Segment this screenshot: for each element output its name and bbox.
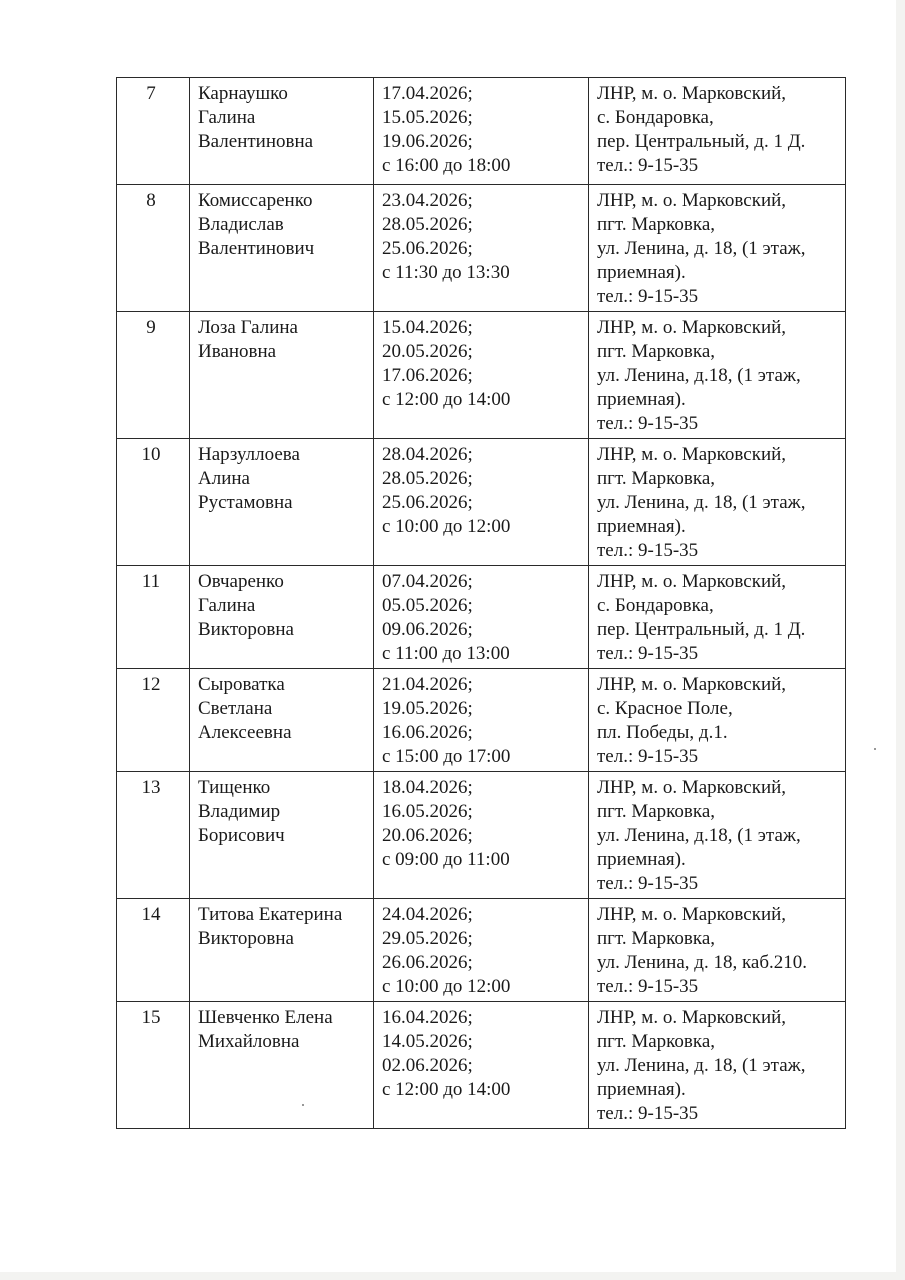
address-line: ЛНР, м. о. Марковский, [597, 904, 787, 925]
table-row [117, 439, 846, 566]
address-line: ЛНР, м. о. Марковский, [597, 674, 787, 695]
address-cell [589, 78, 846, 185]
address-line: ЛНР, м. о. Марковский, [597, 190, 787, 211]
reception-dates-cell [374, 439, 589, 566]
reception-date-line: 28.05.2026; [382, 468, 473, 489]
full-name-cell [190, 1002, 374, 1129]
address-cell [589, 899, 846, 1002]
full-name-cell [190, 772, 374, 899]
address-line: приемная). [597, 389, 686, 410]
reception-date-line: 07.04.2026; [382, 571, 473, 592]
reception-date-line: 20.05.2026; [382, 341, 473, 362]
address-line: ЛНР, м. о. Марковский, [597, 1007, 787, 1028]
reception-dates-cell [374, 312, 589, 439]
reception-date-line: 16.05.2026; [382, 801, 473, 822]
reception-date-line: 15.04.2026; [382, 317, 473, 338]
reception-date-line: 20.06.2026; [382, 825, 473, 846]
reception-date-line: 19.05.2026; [382, 698, 473, 719]
address-line: пгт. Марковка, [597, 214, 716, 235]
address-line: тел.: 9-15-35 [597, 413, 699, 434]
address-cell [589, 772, 846, 899]
reception-date-line: с 11:30 до 13:30 [382, 262, 510, 283]
address-line: тел.: 9-15-35 [597, 643, 699, 664]
address-line: пгт. Марковка, [597, 341, 716, 362]
address-line: ЛНР, м. о. Марковский, [597, 317, 787, 338]
table-row [117, 78, 846, 185]
reception-date-line: 05.05.2026; [382, 595, 473, 616]
reception-date-line: 28.04.2026; [382, 444, 473, 465]
reception-dates-cell [374, 899, 589, 1002]
reception-date-line: 24.04.2026; [382, 904, 473, 925]
address-line: ул. Ленина, д. 18, (1 этаж, [597, 492, 806, 513]
full-name-line: Валентинович [198, 238, 315, 259]
reception-date-line: с 09:00 до 11:00 [382, 849, 510, 870]
reception-date-line: с 11:00 до 13:00 [382, 643, 510, 664]
full-name-line: Комиссаренко [198, 190, 313, 211]
reception-date-line: с 10:00 до 12:00 [382, 516, 511, 537]
full-name-line: Владимир [198, 801, 281, 822]
schedule-body [117, 78, 846, 1129]
address-cell [589, 439, 846, 566]
full-name-cell [190, 669, 374, 772]
address-line: ул. Ленина, д.18, (1 этаж, [597, 365, 801, 386]
address-line: тел.: 9-15-35 [597, 746, 699, 767]
reception-date-line: с 16:00 до 18:00 [382, 155, 511, 176]
reception-date-line: 16.06.2026; [382, 722, 473, 743]
row-number: 12 [117, 669, 190, 772]
address-line: ЛНР, м. о. Марковский, [597, 571, 787, 592]
full-name-line: Викторовна [198, 619, 294, 640]
address-line: ЛНР, м. о. Марковский, [597, 777, 787, 798]
full-name-line: Борисович [198, 825, 285, 846]
address-cell [589, 566, 846, 669]
address-line: пл. Победы, д.1. [597, 722, 728, 743]
reception-date-line: с 12:00 до 14:00 [382, 1079, 511, 1100]
row-number: 8 [117, 185, 190, 312]
table-row [117, 669, 846, 772]
reception-date-line: с 10:00 до 12:00 [382, 976, 511, 997]
row-number: 9 [117, 312, 190, 439]
full-name-line: Шевченко Елена [198, 1007, 333, 1028]
full-name-cell [190, 899, 374, 1002]
full-name-line: Алина [198, 468, 250, 489]
reception-date-line: 09.06.2026; [382, 619, 473, 640]
address-line: ул. Ленина, д. 18, (1 этаж, [597, 1055, 806, 1076]
full-name-cell [190, 439, 374, 566]
full-name-cell [190, 185, 374, 312]
address-line: пгт. Марковка, [597, 801, 716, 822]
reception-date-line: 18.04.2026; [382, 777, 473, 798]
reception-dates-cell [374, 78, 589, 185]
full-name-line: Тищенко [198, 777, 271, 798]
address-line: приемная). [597, 262, 686, 283]
table-row [117, 566, 846, 669]
reception-date-line: с 15:00 до 17:00 [382, 746, 511, 767]
reception-date-line: 02.06.2026; [382, 1055, 473, 1076]
full-name-line: Михайловна [198, 1031, 300, 1052]
row-number: 13 [117, 772, 190, 899]
full-name-line: Титова Екатерина [198, 904, 343, 925]
reception-dates-cell [374, 669, 589, 772]
full-name-line: Галина [198, 107, 256, 128]
reception-date-line: 25.06.2026; [382, 492, 473, 513]
address-cell [589, 185, 846, 312]
address-line: пгт. Марковка, [597, 928, 716, 949]
full-name-line: Викторовна [198, 928, 294, 949]
address-line: тел.: 9-15-35 [597, 976, 699, 997]
reception-dates-cell [374, 566, 589, 669]
reception-date-line: 25.06.2026; [382, 238, 473, 259]
address-line: тел.: 9-15-35 [597, 873, 699, 894]
address-line: пер. Центральный, д. 1 Д. [597, 131, 806, 152]
table-row [117, 312, 846, 439]
address-cell [589, 1002, 846, 1129]
address-line: с. Бондаровка, [597, 107, 714, 128]
row-number: 11 [117, 566, 190, 669]
address-line: приемная). [597, 516, 686, 537]
full-name-line: Нарзуллоева [198, 444, 300, 465]
address-line: с. Бондаровка, [597, 595, 714, 616]
reception-date-line: 23.04.2026; [382, 190, 473, 211]
row-number: 10 [117, 439, 190, 566]
full-name-cell [190, 78, 374, 185]
reception-date-line: 19.06.2026; [382, 131, 473, 152]
reception-date-line: 17.04.2026; [382, 83, 473, 104]
address-line: тел.: 9-15-35 [597, 155, 699, 176]
full-name-line: Светлана [198, 698, 273, 719]
full-name-line: Овчаренко [198, 571, 284, 592]
reception-schedule-table [116, 77, 846, 1129]
reception-date-line: 26.06.2026; [382, 952, 473, 973]
reception-date-line: 16.04.2026; [382, 1007, 473, 1028]
row-number: 15 [117, 1002, 190, 1129]
full-name-line: Валентиновна [198, 131, 314, 152]
full-name-line: Рустамовна [198, 492, 293, 513]
full-name-line: Галина [198, 595, 256, 616]
address-line: пер. Центральный, д. 1 Д. [597, 619, 806, 640]
full-name-line: Сыроватка [198, 674, 285, 695]
address-line: ул. Ленина, д. 18, каб.210. [597, 952, 807, 973]
reception-dates-cell [374, 1002, 589, 1129]
reception-date-line: 17.06.2026; [382, 365, 473, 386]
reception-dates-cell [374, 772, 589, 899]
address-line: с. Красное Поле, [597, 698, 733, 719]
table-row [117, 185, 846, 312]
scan-speck [302, 1104, 304, 1106]
address-line: пгт. Марковка, [597, 468, 716, 489]
reception-date-line: 29.05.2026; [382, 928, 473, 949]
table-row [117, 1002, 846, 1129]
address-line: приемная). [597, 1079, 686, 1100]
reception-date-line: 28.05.2026; [382, 214, 473, 235]
address-line: пгт. Марковка, [597, 1031, 716, 1052]
full-name-line: Лоза Галина [198, 317, 298, 338]
full-name-line: Карнаушко [198, 83, 288, 104]
row-number: 14 [117, 899, 190, 1002]
address-line: приемная). [597, 849, 686, 870]
scan-speck [874, 748, 876, 750]
reception-date-line: с 12:00 до 14:00 [382, 389, 511, 410]
full-name-line: Ивановна [198, 341, 277, 362]
row-number: 7 [117, 78, 190, 185]
address-line: ЛНР, м. о. Марковский, [597, 83, 787, 104]
reception-date-line: 14.05.2026; [382, 1031, 473, 1052]
full-name-line: Алексеевна [198, 722, 292, 743]
address-line: тел.: 9-15-35 [597, 1103, 699, 1124]
address-line: ул. Ленина, д. 18, (1 этаж, [597, 238, 806, 259]
address-cell [589, 312, 846, 439]
address-cell [589, 669, 846, 772]
table-row [117, 899, 846, 1002]
table-row [117, 772, 846, 899]
address-line: ул. Ленина, д.18, (1 этаж, [597, 825, 801, 846]
full-name-cell [190, 312, 374, 439]
reception-date-line: 15.05.2026; [382, 107, 473, 128]
full-name-cell [190, 566, 374, 669]
reception-date-line: 21.04.2026; [382, 674, 473, 695]
address-line: тел.: 9-15-35 [597, 540, 699, 561]
address-line: ЛНР, м. о. Марковский, [597, 444, 787, 465]
reception-dates-cell [374, 185, 589, 312]
full-name-line: Владислав [198, 214, 284, 235]
address-line: тел.: 9-15-35 [597, 286, 699, 307]
